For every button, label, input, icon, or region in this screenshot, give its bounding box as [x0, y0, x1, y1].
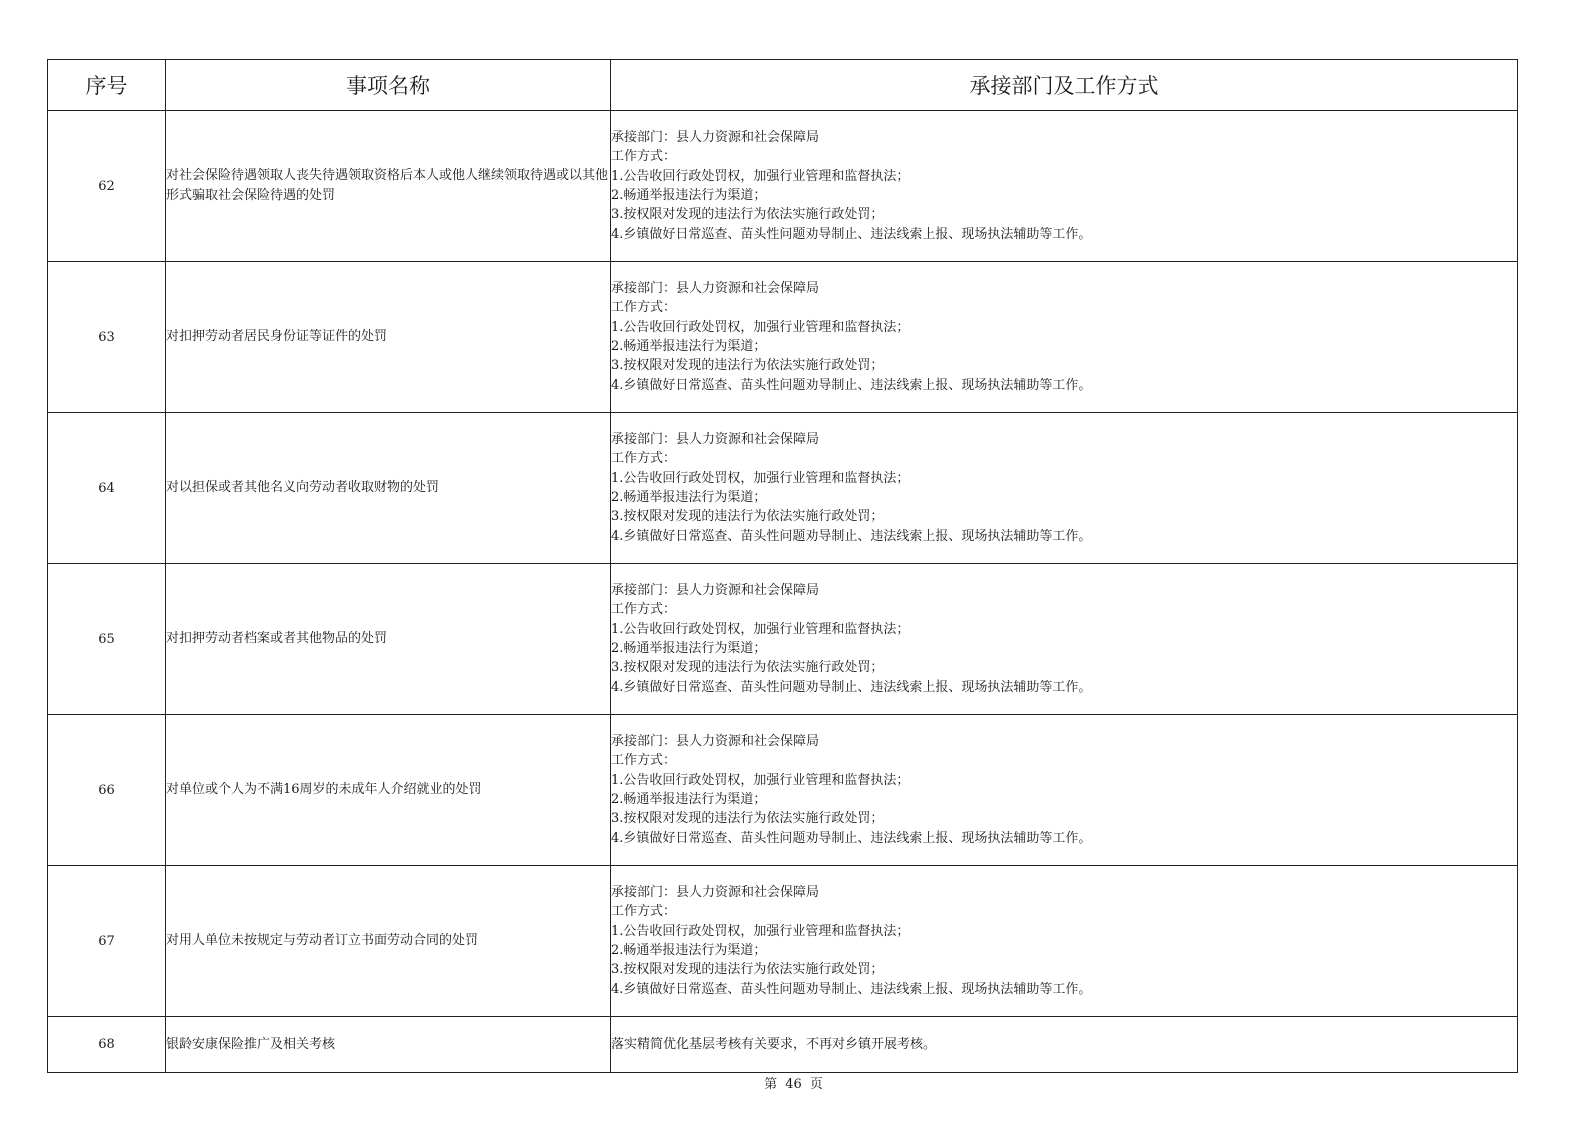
method-line: 工作方式：: [611, 300, 677, 316]
row-seq: 65: [48, 564, 166, 715]
table-row: [48, 715, 1518, 866]
row-seq: 63: [48, 262, 166, 413]
row-method: [611, 1017, 1518, 1073]
method-line: 2.畅通举报违法行为渠道；: [611, 339, 767, 354]
method-line: 承接部门：县人力资源和社会保障局: [611, 582, 820, 598]
method-line: 3.按权限对发现的违法行为依法实施行政处罚；: [611, 811, 884, 827]
method-line: 承接部门：县人力资源和社会保障局: [611, 431, 820, 447]
method-line: 1.公告收回行政处罚权，加强行业管理和监督执法；: [611, 621, 910, 637]
table-row: [48, 413, 1518, 564]
row-method: [611, 262, 1518, 413]
row-matter-name: 对单位或个人为不满16周岁的未成年人介绍就业的处罚: [166, 715, 611, 866]
row-seq: 66: [48, 715, 166, 866]
method-line: 2.畅通举报违法行为渠道；: [611, 641, 767, 656]
method-line: 4.乡镇做好日常巡查、苗头性问题劝导制止、违法线索上报、现场执法辅助等工作。: [611, 981, 1092, 997]
table-row: [48, 564, 1518, 715]
method-line: 1.公告收回行政处罚权，加强行业管理和监督执法；: [611, 168, 910, 184]
row-method: [611, 564, 1518, 715]
matters-table: [47, 59, 1518, 1073]
method-line: 1.公告收回行政处罚权，加强行业管理和监督执法；: [611, 772, 910, 788]
method-line: 工作方式：: [611, 451, 677, 467]
header-seq: 序号: [48, 60, 166, 111]
method-line: 1.公告收回行政处罚权，加强行业管理和监督执法；: [611, 470, 910, 486]
row-matter-name: 对社会保险待遇领取人丧失待遇领取资格后本人或他人继续领取待遇或以其他形式骗取社会保险待遇的处罚: [166, 111, 611, 262]
row-matter-name: 银龄安康保险推广及相关考核: [166, 1017, 611, 1073]
header-name: 事项名称: [166, 60, 611, 111]
table-row: [48, 866, 1518, 1017]
method-line: 4.乡镇做好日常巡查、苗头性问题劝导制止、违法线索上报、现场执法辅助等工作。: [611, 226, 1092, 242]
method-line: 4.乡镇做好日常巡查、苗头性问题劝导制止、违法线索上报、现场执法辅助等工作。: [611, 528, 1092, 544]
row-method: [611, 111, 1518, 262]
row-seq: 67: [48, 866, 166, 1017]
row-matter-name: 对用人单位未按规定与劳动者订立书面劳动合同的处罚: [166, 866, 611, 1017]
method-line: 4.乡镇做好日常巡查、苗头性问题劝导制止、违法线索上报、现场执法辅助等工作。: [611, 679, 1092, 695]
method-line: 1.公告收回行政处罚权，加强行业管理和监督执法；: [611, 923, 910, 939]
row-seq: 64: [48, 413, 166, 564]
method-line: 承接部门：县人力资源和社会保障局: [611, 280, 820, 296]
page-number: 第 46 页: [764, 1077, 823, 1092]
method-line: 3.按权限对发现的违法行为依法实施行政处罚；: [611, 358, 884, 374]
method-line: 3.按权限对发现的违法行为依法实施行政处罚；: [611, 509, 884, 525]
method-line: 3.按权限对发现的违法行为依法实施行政处罚；: [611, 660, 884, 676]
method-line: 承接部门：县人力资源和社会保障局: [611, 884, 820, 900]
method-line: 2.畅通举报违法行为渠道；: [611, 188, 767, 203]
row-method: [611, 866, 1518, 1017]
header-method: 承接部门及工作方式: [611, 60, 1518, 111]
row-seq: 68: [48, 1017, 166, 1073]
row-seq: 62: [48, 111, 166, 262]
method-line: 2.畅通举报违法行为渠道；: [611, 792, 767, 807]
method-line: 承接部门：县人力资源和社会保障局: [611, 129, 820, 145]
row-matter-name: 对以担保或者其他名义向劳动者收取财物的处罚: [166, 413, 611, 564]
header-row: [48, 60, 1518, 111]
method-line: 4.乡镇做好日常巡查、苗头性问题劝导制止、违法线索上报、现场执法辅助等工作。: [611, 830, 1092, 846]
method-line: 工作方式：: [611, 753, 677, 769]
table-row: [48, 111, 1518, 262]
row-method: [611, 413, 1518, 564]
table-row: [48, 262, 1518, 413]
row-matter-name: 对扣押劳动者居民身份证等证件的处罚: [166, 262, 611, 413]
method-line: 2.畅通举报违法行为渠道；: [611, 490, 767, 505]
method-line: 工作方式：: [611, 602, 677, 618]
method-line: 工作方式：: [611, 149, 677, 165]
method-line: 1.公告收回行政处罚权，加强行业管理和监督执法；: [611, 319, 910, 335]
method-line: 落实精简优化基层考核有关要求，不再对乡镇开展考核。: [611, 1036, 937, 1052]
method-line: 工作方式：: [611, 904, 677, 920]
row-matter-name: 对扣押劳动者档案或者其他物品的处罚: [166, 564, 611, 715]
method-line: 承接部门：县人力资源和社会保障局: [611, 733, 820, 749]
row-method: [611, 715, 1518, 866]
method-line: 3.按权限对发现的违法行为依法实施行政处罚；: [611, 962, 884, 978]
method-line: 3.按权限对发现的违法行为依法实施行政处罚；: [611, 207, 884, 223]
method-line: 4.乡镇做好日常巡查、苗头性问题劝导制止、违法线索上报、现场执法辅助等工作。: [611, 377, 1092, 393]
table-row: [48, 1017, 1518, 1073]
method-line: 2.畅通举报违法行为渠道；: [611, 943, 767, 958]
